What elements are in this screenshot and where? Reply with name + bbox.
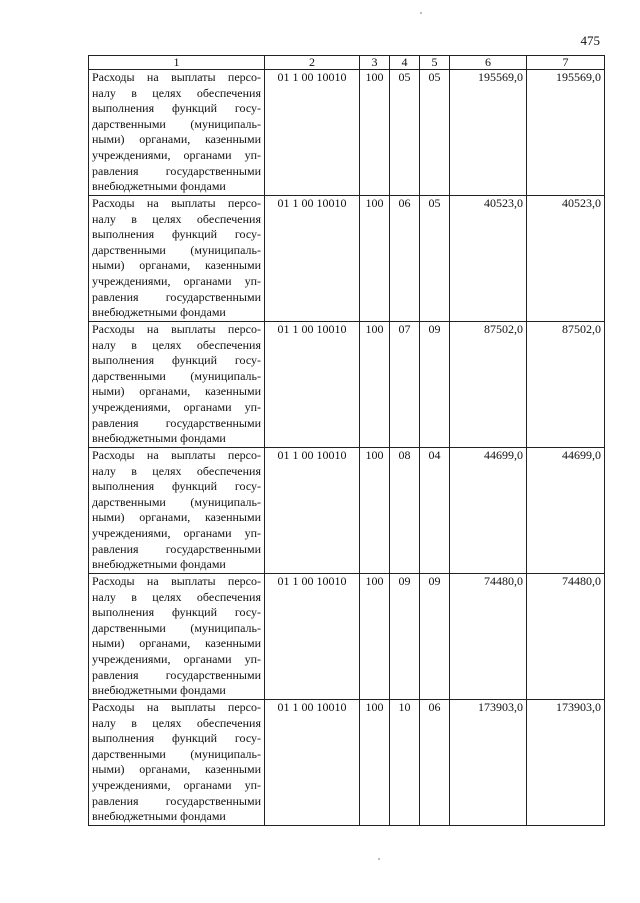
description-line: выполнения функций госу- <box>92 353 261 368</box>
table-row <box>89 70 605 196</box>
section-code: 05 <box>390 70 420 196</box>
description-line: Расходы на выплаты персо- <box>92 322 261 336</box>
subsection-code: 05 <box>420 196 450 322</box>
budget-code: 01 1 00 10010 <box>265 700 360 826</box>
description-line: учреждениями, органами уп- <box>92 651 261 666</box>
description-line: учреждениями, органами уп- <box>92 399 261 414</box>
amount-cell: 44699,0 <box>527 448 605 574</box>
description-line: налу в целях обеспечения <box>92 211 261 226</box>
description-line: учреждениями, органами уп- <box>92 525 261 540</box>
subsection-code: 09 <box>420 574 450 700</box>
description-line: Расходы на выплаты персо- <box>92 448 261 462</box>
expense-description <box>89 448 265 574</box>
description-line: налу в целях обеспечения <box>92 715 261 730</box>
budget-code: 01 1 00 10010 <box>265 196 360 322</box>
budget-code: 01 1 00 10010 <box>265 574 360 700</box>
subsection-code: 06 <box>420 700 450 826</box>
expense-type-code: 100 <box>360 322 390 448</box>
expense-description <box>89 70 265 196</box>
budget-code: 01 1 00 10010 <box>265 322 360 448</box>
description-line: учреждениями, органами уп- <box>92 273 261 288</box>
section-code: 08 <box>390 448 420 574</box>
description-line: налу в целях обеспечения <box>92 85 261 100</box>
header-cell: 2 <box>265 56 360 70</box>
description-line: ными) органами, казенными <box>92 384 261 399</box>
header-cell: 7 <box>527 56 605 70</box>
amount-cell: 74480,0 <box>527 574 605 700</box>
amount-cell: 40523,0 <box>450 196 527 322</box>
description-line: учреждениями, органами уп- <box>92 147 261 162</box>
description-line: дарственными (муниципаль- <box>92 494 261 509</box>
description-line: внебюджетными фондами <box>92 179 226 194</box>
amount-cell: 44699,0 <box>450 448 527 574</box>
budget-code: 01 1 00 10010 <box>265 70 360 196</box>
description-line: дарственными (муниципаль- <box>92 620 261 635</box>
budget-code: 01 1 00 10010 <box>265 448 360 574</box>
description-line: Расходы на выплаты персо- <box>92 574 261 588</box>
table-header-row <box>89 56 605 70</box>
description-line: выполнения функций госу- <box>92 101 261 116</box>
expense-description <box>89 700 265 826</box>
table-row <box>89 574 605 700</box>
description-line: налу в целях обеспечения <box>92 463 261 478</box>
expense-type-code: 100 <box>360 700 390 826</box>
description-line: выполнения функций госу- <box>92 731 261 746</box>
description-line: ными) органами, казенными <box>92 132 261 147</box>
table-row <box>89 700 605 826</box>
description-line: дарственными (муниципаль- <box>92 116 261 131</box>
section-code: 09 <box>390 574 420 700</box>
description-line: налу в целях обеспечения <box>92 589 261 604</box>
page-number: 475 <box>580 33 600 48</box>
description-line: выполнения функций госу- <box>92 479 261 494</box>
description-line: Расходы на выплаты персо- <box>92 196 261 210</box>
amount-cell: 74480,0 <box>450 574 527 700</box>
section-code: 07 <box>390 322 420 448</box>
description-line: равления государственными <box>92 667 261 682</box>
table-row <box>89 448 605 574</box>
expense-description <box>89 196 265 322</box>
header-cell: 6 <box>450 56 527 70</box>
subsection-code: 04 <box>420 448 450 574</box>
expense-type-code: 100 <box>360 70 390 196</box>
expense-description <box>89 574 265 700</box>
scan-speck <box>420 12 422 14</box>
description-line: ными) органами, казенными <box>92 762 261 777</box>
description-line: дарственными (муниципаль- <box>92 368 261 383</box>
amount-cell: 40523,0 <box>527 196 605 322</box>
description-line: дарственными (муниципаль- <box>92 746 261 761</box>
description-line: дарственными (муниципаль- <box>92 242 261 257</box>
amount-cell: 173903,0 <box>450 700 527 826</box>
description-line: налу в целях обеспечения <box>92 337 261 352</box>
description-line: равления государственными <box>92 415 261 430</box>
description-line: внебюджетными фондами <box>92 809 226 824</box>
description-line: внебюджетными фондами <box>92 557 226 572</box>
description-line: внебюджетными фондами <box>92 683 226 698</box>
description-line: равления государственными <box>92 163 261 178</box>
table-row <box>89 196 605 322</box>
description-line: учреждениями, органами уп- <box>92 777 261 792</box>
header-cell: 3 <box>360 56 390 70</box>
description-line: Расходы на выплаты персо- <box>92 70 261 84</box>
section-code: 06 <box>390 196 420 322</box>
amount-cell: 173903,0 <box>527 700 605 826</box>
expense-type-code: 100 <box>360 448 390 574</box>
subsection-code: 09 <box>420 322 450 448</box>
description-line: внебюджетными фондами <box>92 305 226 320</box>
expense-type-code: 100 <box>360 196 390 322</box>
table-row <box>89 322 605 448</box>
description-line: равления государственными <box>92 541 261 556</box>
description-line: ными) органами, казенными <box>92 510 261 525</box>
description-line: равления государственными <box>92 289 261 304</box>
description-line: ными) органами, казенными <box>92 258 261 273</box>
amount-cell: 195569,0 <box>450 70 527 196</box>
section-code: 10 <box>390 700 420 826</box>
header-cell: 5 <box>420 56 450 70</box>
description-line: выполнения функций госу- <box>92 605 261 620</box>
subsection-code: 05 <box>420 70 450 196</box>
amount-cell: 195569,0 <box>527 70 605 196</box>
header-cell: 1 <box>89 56 265 70</box>
amount-cell: 87502,0 <box>450 322 527 448</box>
scan-speck <box>378 858 380 860</box>
budget-table <box>88 55 605 826</box>
amount-cell: 87502,0 <box>527 322 605 448</box>
header-cell: 4 <box>390 56 420 70</box>
description-line: выполнения функций госу- <box>92 227 261 242</box>
description-line: равления государственными <box>92 793 261 808</box>
description-line: Расходы на выплаты персо- <box>92 700 261 714</box>
expense-type-code: 100 <box>360 574 390 700</box>
description-line: ными) органами, казенными <box>92 636 261 651</box>
description-line: внебюджетными фондами <box>92 431 226 446</box>
expense-description <box>89 322 265 448</box>
